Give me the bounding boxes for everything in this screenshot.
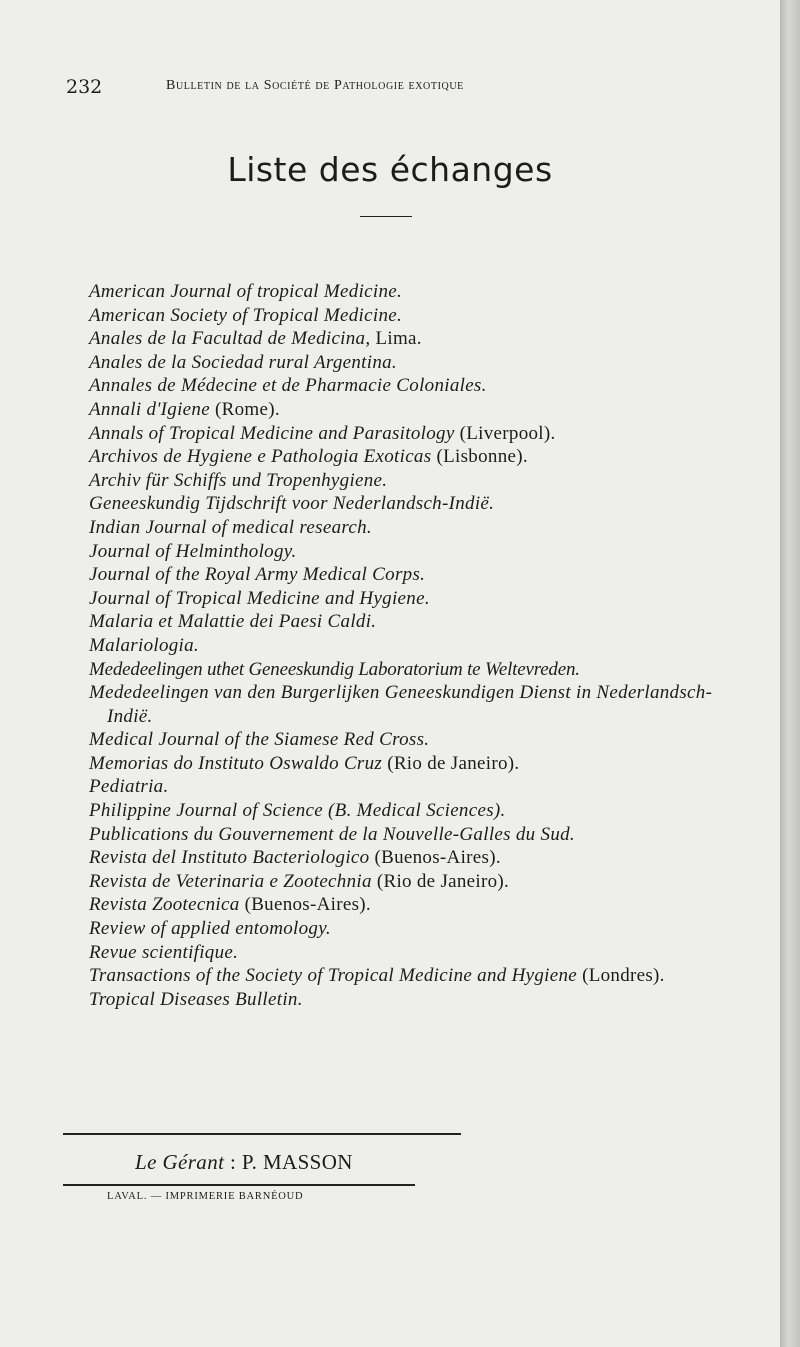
gerant-name: P. MASSON bbox=[241, 1150, 353, 1174]
journal-title: Journal of the Royal Army Medical Corps. bbox=[89, 564, 426, 586]
list-item bbox=[89, 351, 729, 375]
journal-title: Anales de la Facultad de Medicina, bbox=[89, 328, 371, 350]
printer-imprint: LAVAL. — IMPRIMERIE BARNÉOUD bbox=[107, 1191, 304, 1202]
page-edge bbox=[780, 0, 800, 1347]
journal-title: Journal of Tropical Medicine and Hygiene. bbox=[89, 587, 430, 609]
journal-title: Revista Zootecnica bbox=[89, 894, 240, 916]
journal-title: Pediatria. bbox=[89, 776, 169, 798]
page-header bbox=[66, 76, 626, 100]
journal-title: Journal of Helminthology. bbox=[89, 540, 297, 562]
journal-title: Anales de la Sociedad rural Argentina. bbox=[89, 351, 397, 373]
journal-title: Archivos de Hygiene e Pathologia Exoticas bbox=[89, 446, 432, 468]
journal-title: Geneeskundig Tijdschrift voor Nederlandsch-Indië. bbox=[89, 493, 495, 515]
journal-title: Revista del Instituto Bacteriologico bbox=[89, 847, 370, 869]
journal-place: Lima. bbox=[375, 328, 422, 350]
list-item bbox=[89, 988, 729, 1012]
journal-title: Indian Journal of medical research. bbox=[89, 516, 372, 538]
journal-place: (Rio de Janeiro). bbox=[387, 752, 520, 774]
page-number: 232 bbox=[66, 76, 103, 98]
list-item bbox=[89, 469, 729, 493]
journal-title: American Society of Tropical Medicine. bbox=[89, 304, 403, 326]
list-item bbox=[89, 374, 729, 398]
list-item bbox=[89, 422, 729, 446]
journal-title: Revista de Veterinaria e Zootechnia bbox=[89, 870, 372, 892]
journal-place: (Londres). bbox=[582, 965, 665, 987]
journal-title: Archiv für Schiffs und Tropenhygiene. bbox=[89, 469, 388, 491]
footer-rule bbox=[63, 1133, 461, 1135]
list-item bbox=[89, 799, 729, 823]
list-item bbox=[89, 870, 729, 894]
list-item bbox=[89, 964, 729, 988]
list-item bbox=[89, 563, 729, 587]
running-head: Bulletin de la Société de Pathologie exotique bbox=[166, 78, 464, 93]
journal-place: (Buenos-Aires). bbox=[244, 894, 371, 916]
journal-title: Medical Journal of the Siamese Red Cross. bbox=[89, 729, 430, 751]
journal-place: (Rome). bbox=[215, 398, 280, 420]
list-item bbox=[89, 280, 729, 304]
journal-title: Malariologia. bbox=[89, 634, 199, 656]
list-item bbox=[89, 445, 729, 469]
list-item bbox=[89, 327, 729, 351]
journal-place: (Rio de Janeiro). bbox=[376, 870, 510, 892]
journal-title: Malaria et Malattie dei Paesi Caldi. bbox=[89, 611, 377, 633]
journal-title: Annals of Tropical Medicine and Parasitology bbox=[89, 422, 455, 444]
gerant-label: Le Gérant bbox=[135, 1150, 225, 1174]
list-item bbox=[89, 658, 729, 682]
journal-place: (Lisbonne). bbox=[436, 446, 528, 468]
list-item bbox=[89, 728, 729, 752]
footer-rule bbox=[63, 1184, 415, 1186]
exchange-list bbox=[89, 280, 729, 1011]
list-item bbox=[89, 516, 729, 540]
journal-title: Mededeelingen van den Burgerlijken Geneeskundigen Dienst in Nederlandsch-Indië. bbox=[89, 682, 713, 727]
list-item bbox=[89, 587, 729, 611]
list-item bbox=[89, 398, 729, 422]
title-rule bbox=[360, 216, 412, 217]
list-item bbox=[89, 492, 729, 516]
journal-title: Transactions of the Society of Tropical Medicine and Hygiene bbox=[89, 965, 577, 987]
list-item bbox=[89, 681, 729, 728]
journal-title: Philippine Journal of Science (B. Medical Sciences). bbox=[89, 800, 506, 822]
list-item bbox=[89, 941, 729, 965]
list-item bbox=[89, 846, 729, 870]
list-item bbox=[89, 540, 729, 564]
list-item bbox=[89, 917, 729, 941]
list-item bbox=[89, 823, 729, 847]
list-item bbox=[89, 752, 729, 776]
journal-title: Publications du Gouvernement de la Nouvelle-Galles du Sud. bbox=[89, 823, 575, 845]
journal-title: Annali d'Igiene bbox=[89, 398, 210, 420]
list-item bbox=[89, 893, 729, 917]
journal-title: American Journal of tropical Medicine. bbox=[89, 281, 403, 302]
journal-title: Mededeelingen uthet Geneeskundig Laboratorium te Weltevreden. bbox=[89, 658, 580, 680]
journal-place: (Liverpool). bbox=[459, 422, 556, 444]
list-item bbox=[89, 610, 729, 634]
list-item bbox=[89, 634, 729, 658]
journal-title: Annales de Médecine et de Pharmacie Coloniales. bbox=[89, 375, 487, 397]
gerant-separator: : bbox=[224, 1150, 242, 1174]
journal-title: Review of applied entomology. bbox=[89, 918, 331, 940]
gerant-line bbox=[135, 1150, 353, 1175]
journal-place: (Buenos-Aires). bbox=[374, 847, 501, 869]
journal-title: Tropical Diseases Bulletin. bbox=[89, 988, 303, 1010]
page-title: Liste des échanges bbox=[227, 150, 553, 189]
journal-title: Revue scientifique. bbox=[89, 941, 239, 963]
list-item bbox=[89, 775, 729, 799]
journal-title: Memorias do Instituto Oswaldo Cruz bbox=[89, 752, 383, 774]
list-item bbox=[89, 304, 729, 328]
